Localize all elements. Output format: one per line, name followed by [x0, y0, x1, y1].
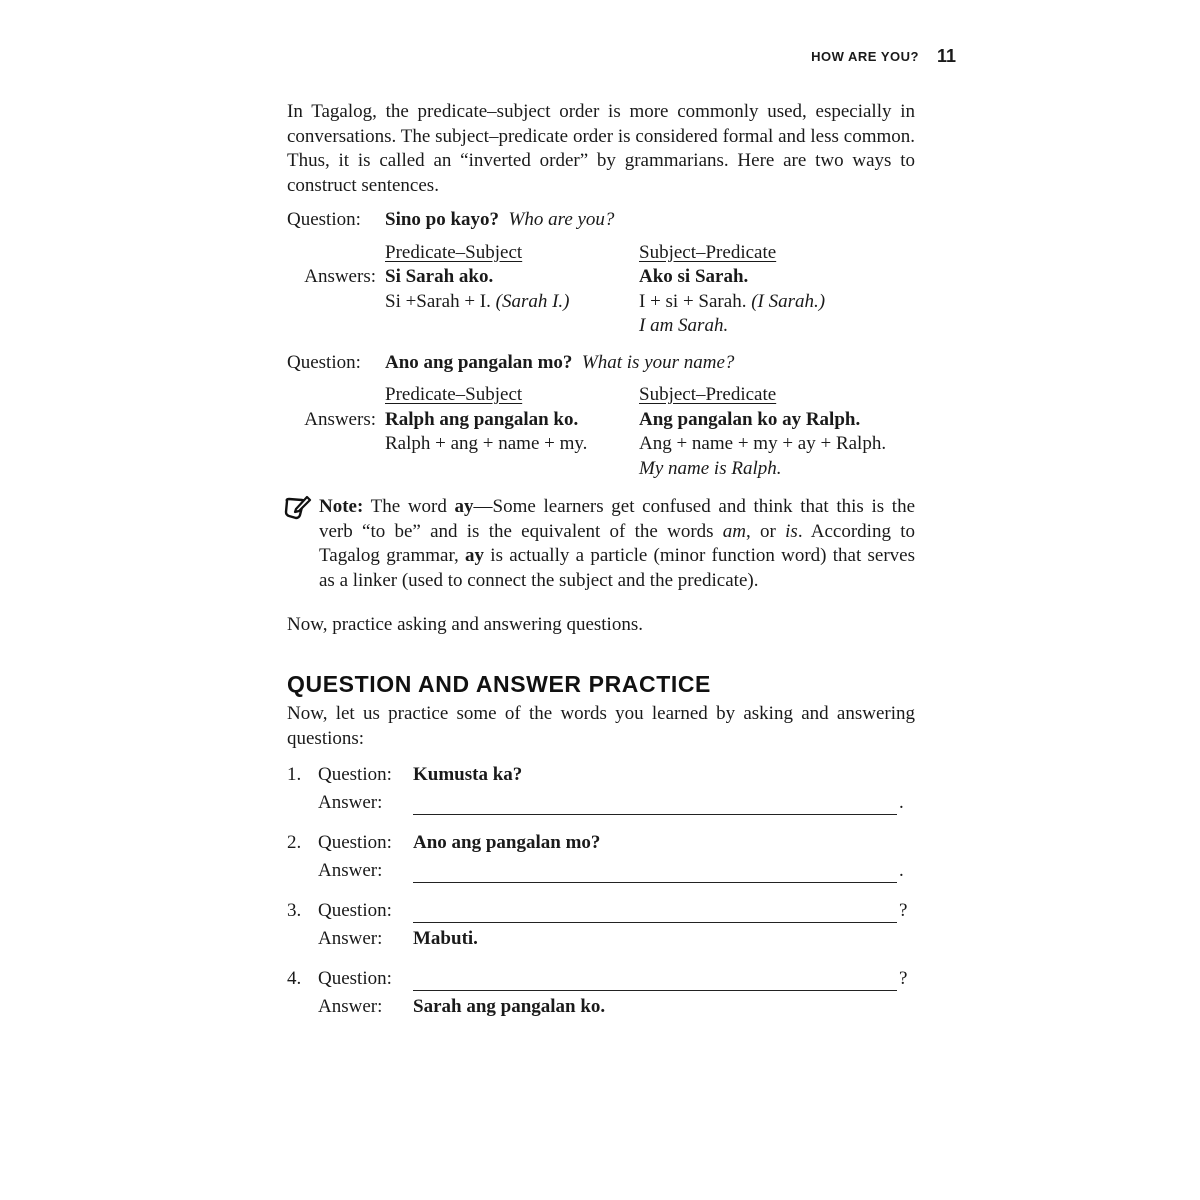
qa-answer-line: [287, 855, 915, 883]
qa-number: 3.: [287, 899, 302, 921]
qa-answer: Sarah ang pangalan ko.: [413, 995, 606, 1017]
blank-punctuation: .: [899, 791, 904, 813]
qa-answer-label: Answer:: [318, 791, 383, 813]
qa-question-label: Question:: [318, 967, 392, 989]
sp-gloss: (I Sarah.): [751, 290, 826, 312]
sp-translation: My name is Ralph.: [639, 457, 782, 479]
question-label: Question:: [287, 351, 361, 373]
practice-intro: Now, practice asking and answering questions.: [287, 614, 643, 635]
running-head: [560, 46, 956, 67]
sp-breakdown: I + si + Sarah.: [639, 290, 747, 312]
section-heading: QUESTION AND ANSWER PRACTICE: [287, 670, 711, 697]
example-question-row: [287, 208, 915, 233]
qa-answer-label: Answer:: [318, 995, 383, 1017]
blank-punctuation: ?: [899, 899, 908, 921]
note-text: [319, 495, 915, 593]
qa-answer-line: [287, 787, 915, 815]
example-question: Sino po kayo?: [385, 209, 500, 230]
sp-answer: Ang pangalan ko ay Ralph.: [639, 408, 861, 430]
sp-breakdown-line: [639, 290, 915, 315]
qa-question-label: Question:: [318, 899, 392, 921]
qa-question-line: [287, 895, 915, 923]
answers-label: Answers:: [304, 266, 376, 287]
qa-question-label: Question:: [318, 763, 392, 785]
page-number: 11: [936, 46, 956, 66]
question-blank[interactable]: [413, 904, 897, 923]
qa-number: 1.: [287, 763, 302, 785]
qa-question: Kumusta ka?: [413, 763, 523, 785]
sp-breakdown: Ang + name + my + ay + Ralph.: [639, 433, 887, 454]
qa-item: [287, 759, 915, 815]
qa-answer: Mabuti.: [413, 927, 478, 949]
sp-answer: Ako si Sarah.: [639, 266, 749, 287]
qa-answer-line: [287, 923, 915, 951]
qa-question-line: [287, 827, 915, 855]
note-term: ay: [454, 496, 474, 517]
qa-question-line: [287, 759, 915, 787]
qa-answer-line: [287, 991, 915, 1019]
column-head-subject-predicate: Subject–Predicate: [639, 384, 777, 405]
ps-answer: Si Sarah ako.: [385, 266, 494, 287]
qa-number: 2.: [287, 831, 302, 853]
qa-question-label: Question:: [318, 831, 392, 853]
note-term: am: [722, 520, 747, 542]
qa-number: 4.: [287, 967, 302, 989]
blank-punctuation: ?: [899, 967, 908, 989]
example-question-row: [287, 351, 915, 376]
section-intro: Now, let us practice some of the words you learned by asking and answering questions:: [287, 703, 915, 749]
note-run: The word: [363, 496, 455, 517]
example-block-2: [287, 351, 915, 482]
column-head-predicate-subject: Predicate–Subject: [385, 241, 523, 263]
qa-item: [287, 827, 915, 883]
qa-list: [287, 759, 915, 1019]
note-run: is actually a particle (minor function word) that serves as a linker (used to connect the subject and the predicate).: [319, 545, 915, 591]
ps-breakdown-line: [385, 290, 639, 315]
note-run: —Some learners get confused and think that this is the verb “to be” and is the equivalent of the words: [319, 496, 915, 542]
sp-translation: I am Sarah.: [639, 315, 729, 336]
column-head-predicate-subject: Predicate–Subject: [385, 384, 523, 405]
ps-answer: Ralph ang pangalan ko.: [385, 408, 579, 430]
qa-question: Ano ang pangalan mo?: [413, 831, 601, 853]
question-blank[interactable]: [413, 972, 897, 991]
note-label: Note:: [319, 496, 364, 517]
example-block-1: [287, 208, 915, 339]
qa-answer-label: Answer:: [318, 927, 383, 949]
note-run: . According to Tagalog grammar,: [319, 520, 915, 566]
blank-punctuation: .: [899, 859, 904, 881]
qa-answer-label: Answer:: [318, 859, 383, 881]
question-label: Question:: [287, 209, 361, 230]
note-pencil-icon: [283, 495, 319, 593]
qa-item: [287, 963, 915, 1019]
answers-grid: [287, 383, 915, 481]
column-head-subject-predicate: Subject–Predicate: [639, 241, 777, 263]
answers-label: Answers:: [304, 408, 376, 430]
qa-question-line: [287, 963, 915, 991]
intro-paragraph: In Tagalog, the predicate–subject order is more commonly used, especially in conversations. The subject–predicate order is considered formal and less common. Thus, it is called an “inverted order” by grammarians. Here are two ways to construct sentences.: [287, 101, 915, 196]
qa-item: [287, 895, 915, 951]
ps-breakdown: Ralph + ang + name + my.: [385, 433, 588, 454]
example-question: Ano ang pangalan mo?: [385, 351, 573, 373]
note-term: is: [785, 520, 798, 542]
answer-blank[interactable]: [413, 864, 897, 883]
example-translation: Who are you?: [508, 209, 615, 230]
example-translation: What is your name?: [581, 351, 735, 373]
ps-breakdown: Si +Sarah + I.: [385, 290, 491, 312]
answers-grid: [287, 241, 915, 339]
note-run: , or: [746, 520, 786, 542]
note-box: [287, 495, 915, 593]
ps-gloss: (Sarah I.): [495, 290, 570, 312]
running-title: HOW ARE YOU?: [811, 49, 919, 64]
page-content: [287, 100, 915, 1031]
note-term: ay: [465, 545, 485, 566]
answer-blank[interactable]: [413, 796, 897, 815]
